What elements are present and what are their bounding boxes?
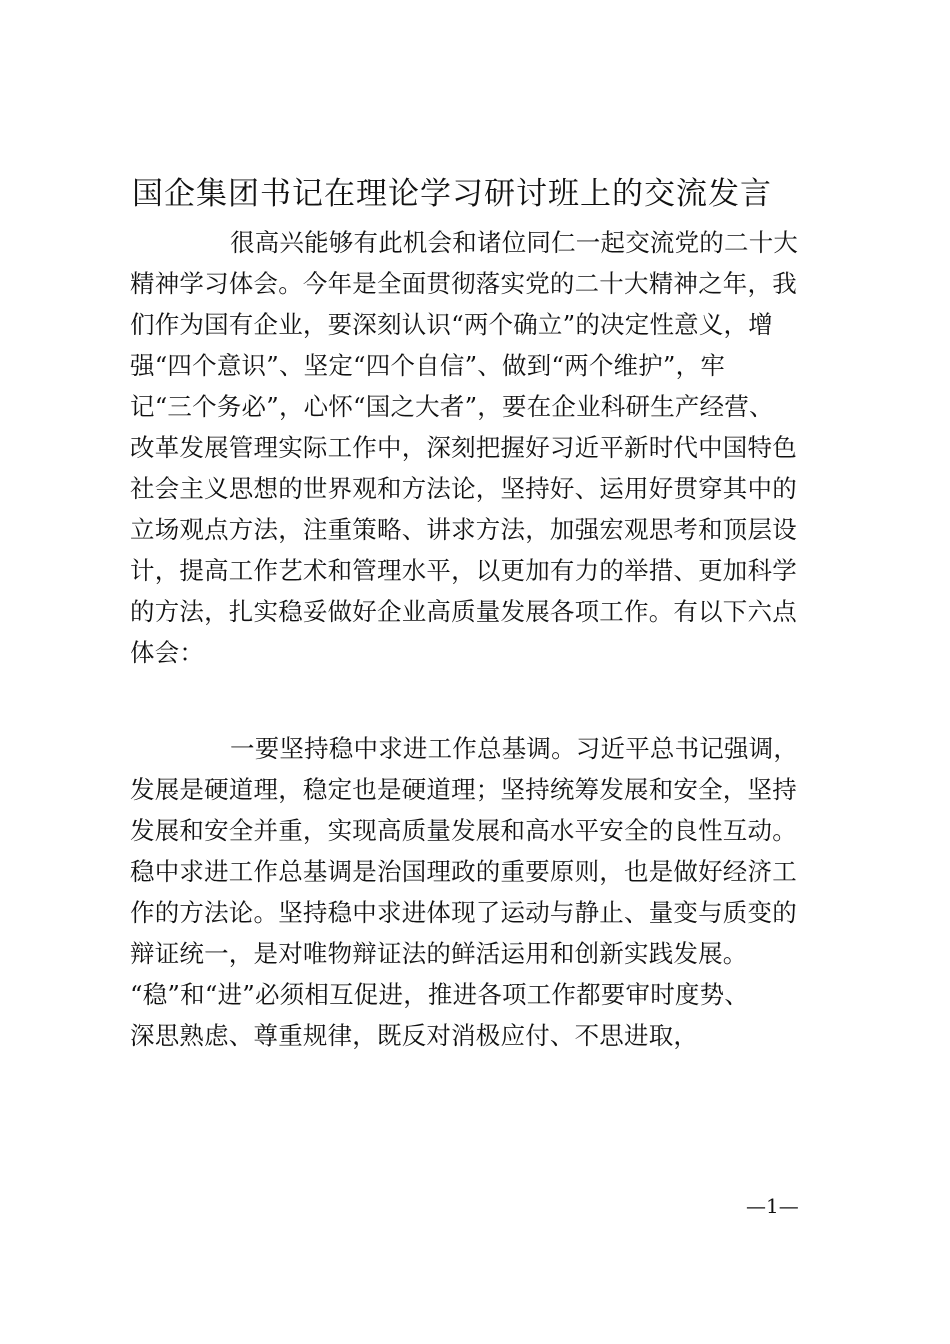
text-line: “稳”和“进”必须相互促进，推进各项工作都要审时度势、 — [130, 980, 749, 1009]
paragraph-intro — [130, 222, 830, 673]
text-line: 精神学习体会。今年是全面贯彻落实党的二十大精神之年，我 — [130, 269, 797, 298]
text-line: 强“四个意识”、坚定“四个自信”、做到“两个维护”，牢 — [130, 351, 726, 380]
text-line: 发展是硬道理，稳定也是硬道理；坚持统筹发展和安全，坚持 — [130, 775, 797, 804]
text-line: 的方法，扎实稳妥做好企业高质量发展各项工作。有以下六点 — [130, 597, 797, 626]
text-line: 记“三个务必”，心怀“国之大者”，要在企业科研生产经营、 — [130, 392, 774, 421]
text-line: 一要坚持稳中求进工作总基调。习近平总书记强调， — [230, 734, 799, 763]
text-line: 很高兴能够有此机会和诸位同仁一起交流党的二十大 — [230, 228, 799, 257]
text-line: 计，提高工作艺术和管理水平，以更加有力的举措、更加科学 — [130, 556, 797, 585]
paragraph-point-one — [130, 728, 830, 974]
text-line: 发展和安全并重，实现高质量发展和高水平安全的良性互动。 — [130, 816, 797, 845]
text-line: 稳中求进工作总基调是治国理政的重要原则，也是做好经济工 — [130, 857, 797, 886]
text-line: 辩证统一，是对唯物辩证法的鲜活运用和创新实践发展。 — [130, 939, 748, 968]
text-line: 立场观点方法，注重策略、讲求方法，加强宏观思考和顶层设 — [130, 515, 797, 544]
document-title: 国企集团书记在理论学习研讨班上的交流发言 — [132, 176, 772, 212]
text-line: 社会主义思想的世界观和方法论，坚持好、运用好贯穿其中的 — [130, 474, 797, 503]
text-line: 作的方法论。坚持稳中求进体现了运动与静止、量变与质变的 — [130, 898, 797, 927]
text-line: 们作为国有企业，要深刻认识“两个确立”的决定性意义，增 — [130, 310, 773, 339]
paragraph-stability-progress — [130, 974, 830, 1056]
page-number: —1— — [746, 1194, 799, 1218]
text-line: 深思熟虑、尊重规律，既反对消极应付、不思进取， — [130, 1021, 699, 1050]
text-line: 体会： — [130, 638, 205, 667]
text-line: 改革发展管理实际工作中，深刻把握好习近平新时代中国特色 — [130, 433, 797, 462]
